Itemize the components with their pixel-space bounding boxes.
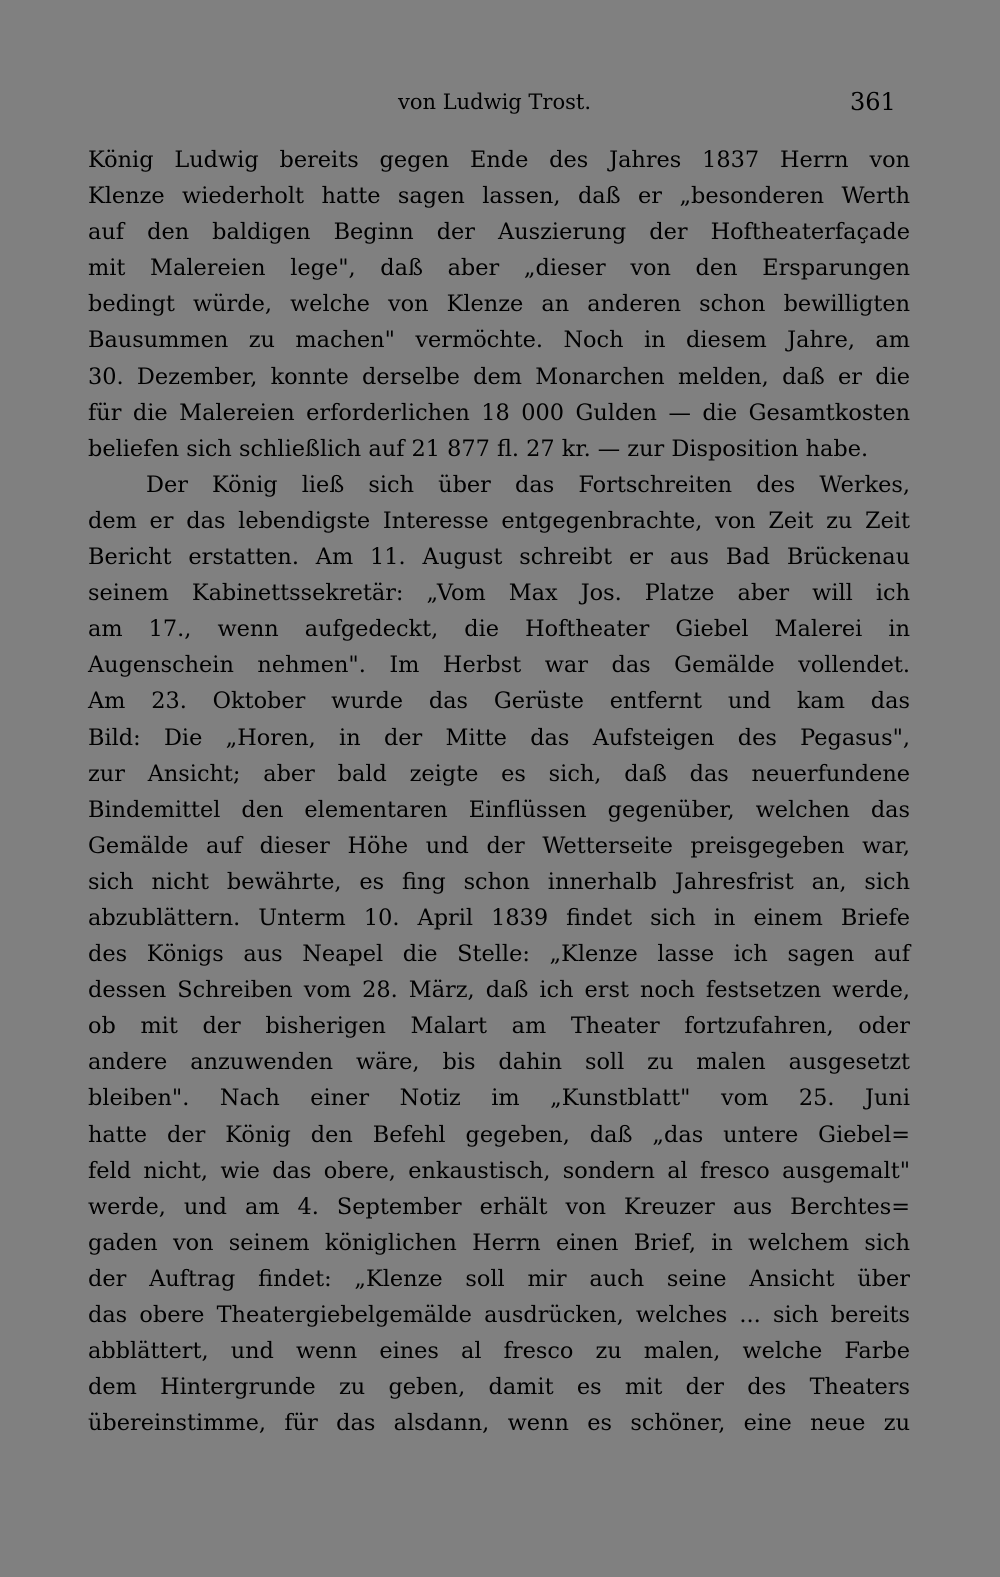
text-line: beliefen sich schließlich auf 21 877 fl. 27 kr. — zur Disposition habe.: [88, 435, 869, 462]
text-line: das obere Theatergiebelgemälde ausdrücken, welches ... sich bereits: [88, 1302, 910, 1328]
text-line: andere anzuwenden wäre, bis dahin soll zu malen ausgesetzt: [88, 1049, 910, 1076]
text-line: Bausummen zu machen" vermöchte. Noch in diesem Jahre, am: [88, 327, 910, 354]
text-line: Bericht erstatten. Am 11. August schreibt er aus Bad Brückenau: [88, 544, 910, 571]
text-line: Augenschein nehmen". Im Herbst war das Gemälde vollendet.: [88, 652, 910, 679]
text-line: Bindemittel den elementaren Einflüssen gegenüber, welchen das: [88, 796, 910, 823]
text-line: gaden von seinem königlichen Herrn einen Brief, in welchem sich: [88, 1229, 910, 1256]
text-line: feld nicht, wie das obere, enkaustisch, sondern al fresco ausgemalt": [88, 1157, 910, 1184]
text-line: ob mit der bisherigen Malart am Theater fortzufahren, oder: [88, 1013, 910, 1040]
text-line: dem er das lebendigste Interesse entgegenbrachte, von Zeit zu Zeit: [88, 507, 910, 534]
text-line: abblättert, und wenn eines al fresco zu malen, welche Farbe: [88, 1338, 910, 1365]
text-line: für die Malereien erforderlichen 18 000 Gulden — die Gesamtkosten: [88, 399, 910, 426]
text-line: am 17., wenn aufgedeckt, die Hoftheater Giebel Malerei in: [88, 616, 910, 643]
text-line: Bild: Die „Horen, in der Mitte das Aufsteigen des Pegasus",: [88, 724, 910, 751]
paragraph-start-line: Der König ließ sich über das Fortschreiten des Werkes,: [146, 471, 910, 498]
text-line: mit Malereien lege", daß aber „dieser von den Ersparungen: [88, 255, 910, 282]
text-line: bedingt würde, welche von Klenze an anderen schon bewilligten: [88, 291, 910, 318]
text-line: seinem Kabinettssekretär: „Vom Max Jos. Platze aber will ich: [88, 580, 910, 607]
running-head: [0, 82, 1000, 122]
running-title: von Ludwig Trost.: [398, 90, 592, 114]
body-text: [88, 142, 910, 1441]
text-line: übereinstimme, für das alsdann, wenn es schöner, eine neue zu: [88, 1410, 910, 1437]
text-line: des Königs aus Neapel die Stelle: „Klenze lasse ich sagen auf: [88, 941, 910, 968]
text-line: Am 23. Oktober wurde das Gerüste entfernt und kam das: [88, 688, 910, 715]
text-line: König Ludwig bereits gegen Ende des Jahres 1837 Herrn von: [88, 147, 910, 173]
text-line: sich nicht bewährte, es fing schon innerhalb Jahresfrist an, sich: [88, 868, 910, 895]
text-line: abzublättern. Unterm 10. April 1839 findet sich in einem Briefe: [88, 904, 910, 931]
text-line: dem Hintergrunde zu geben, damit es mit der des Theaters: [88, 1374, 910, 1401]
text-line: Gemälde auf dieser Höhe und der Wetterseite preisgegeben war,: [88, 832, 910, 859]
text-line: 30. Dezember, konnte derselbe dem Monarchen melden, daß er die: [88, 363, 910, 390]
text-line: der Auftrag findet: „Klenze soll mir auch seine Ansicht über: [88, 1265, 910, 1292]
text-line: hatte der König den Befehl gegeben, daß „das untere Giebel=: [88, 1121, 910, 1148]
text-line: zur Ansicht; aber bald zeigte es sich, daß das neuerfundene: [88, 760, 910, 787]
text-line: bleiben". Nach einer Notiz im „Kunstblatt" vom 25. Juni: [88, 1085, 910, 1112]
text-line: Klenze wiederholt hatte sagen lassen, daß er „besonderen Werth: [88, 183, 910, 210]
text-line: auf den baldigen Beginn der Auszierung der Hoftheaterfaçade: [88, 219, 910, 246]
text-line: werde, und am 4. September erhält von Kreuzer aus Berchtes=: [88, 1193, 910, 1220]
page-number: 361: [850, 88, 896, 116]
text-line: dessen Schreiben vom 28. März, daß ich erst noch festsetzen werde,: [88, 977, 910, 1004]
